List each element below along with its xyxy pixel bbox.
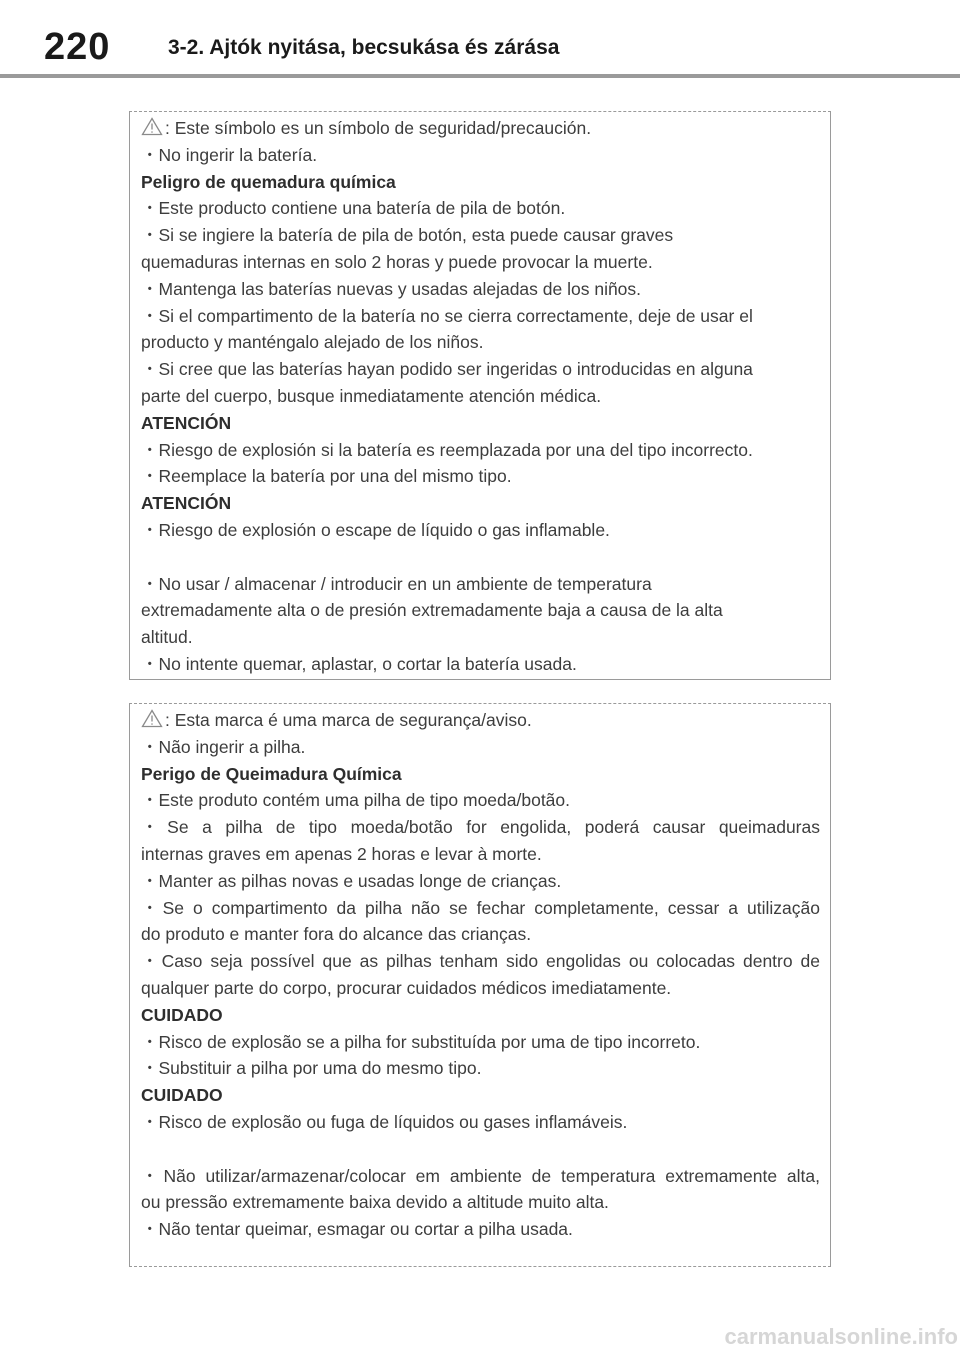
text-line: ・Manter as pilhas novas e usadas longe de crianças. [141, 870, 562, 891]
notice-box-portuguese [129, 703, 831, 1267]
blank-line [141, 1136, 820, 1163]
warning-triangle-icon [141, 709, 163, 728]
symbol-note [141, 707, 820, 734]
text-line: ・Si el compartimento de la batería no se cierra correctamente, deje de usar el [141, 305, 753, 326]
heading: Perigo de Queimadura Química [141, 763, 402, 784]
text-line: ・Mantenga las baterías nuevas y usadas alejadas de los niños. [141, 278, 642, 299]
text-line: ・Caso seja possível que as pilhas tenham sido engolidas ou colocadas dentro de [141, 951, 820, 972]
heading: CUIDADO [141, 1085, 223, 1106]
notice-box-spanish [129, 111, 831, 680]
text-line: producto y manténgalo alejado de los niños. [141, 332, 484, 353]
text-line: ・Este produto contém uma pilha de tipo moeda/botão. [141, 790, 571, 811]
text-line: ・Risco de explosão se a pilha for substituída por uma de tipo incorreto. [141, 1031, 701, 1052]
heading: Peligro de quemadura química [141, 171, 396, 192]
symbol-note-text: : Esta marca é uma marca de segurança/aviso. [165, 710, 532, 730]
text-line: ・Não ingerir a pilha. [141, 736, 306, 757]
text-line: ・Riesgo de explosión si la batería es reemplazada por una del tipo incorrecto. [141, 439, 753, 460]
text-line: internas graves em apenas 2 horas e levar à morte. [141, 843, 542, 864]
text-line: ・Este producto contiene una batería de pila de botón. [141, 198, 566, 219]
watermark: carmanualsonline.info [724, 1324, 958, 1349]
text-line: do produto e manter fora do alcance das crianças. [141, 924, 532, 945]
text-line: parte del cuerpo, busque inmediatamente atención médica. [141, 385, 602, 406]
page-header [0, 0, 960, 78]
text-line: altitud. [141, 627, 193, 648]
page-number: 220 [44, 26, 111, 68]
heading: ATENCIÓN [141, 412, 232, 433]
text-line: ・Riesgo de explosión o escape de líquido o gas inflamable. [141, 519, 610, 540]
text-line: quemaduras internas en solo 2 horas y puede provocar la muerte. [141, 251, 653, 272]
text-line: ・No intente quemar, aplastar, o cortar la batería usada. [141, 653, 577, 674]
text-line: qualquer parte do corpo, procurar cuidados médicos imediatamente. [141, 977, 672, 998]
text-line: ou pressão extremamente baixa devido a altitude muito alta. [141, 1192, 609, 1213]
text-line: ・Não tentar queimar, esmagar ou cortar a pilha usada. [141, 1219, 573, 1240]
text-line: ・Si cree que las baterías hayan podido ser ingeridas o introducidas en alguna [141, 359, 753, 380]
text-line: ・Se a pilha de tipo moeda/botão for engolida, poderá causar queimaduras [141, 817, 820, 838]
header-rule [0, 74, 960, 78]
heading: CUIDADO [141, 1004, 223, 1025]
warning-triangle-icon [141, 117, 163, 136]
blank-line [141, 544, 820, 571]
text-line: ・Substituir a pilha por uma do mesmo tipo. [141, 1058, 482, 1079]
text-line: ・Se o compartimento da pilha não se fechar completamente, cessar a utilização [141, 897, 820, 918]
heading: ATENCIÓN [141, 493, 232, 514]
text-line: ・Reemplace la batería por una del mismo tipo. [141, 466, 512, 487]
symbol-note-text: : Este símbolo es un símbolo de seguridad/precaución. [165, 118, 592, 138]
symbol-note [141, 115, 820, 142]
text-line: ・No ingerir la batería. [141, 144, 318, 165]
section-title: 3-2. Ajtók nyitása, becsukása és zárása [168, 36, 560, 59]
text-line: extremadamente alta o de presión extremadamente baja a causa de la alta [141, 600, 723, 621]
text-line: ・Si se ingiere la batería de pila de botón, esta puede causar graves [141, 225, 674, 246]
text-line: ・No usar / almacenar / introducir en un ambiente de temperatura [141, 573, 652, 594]
text-line: ・Não utilizar/armazenar/colocar em ambiente de temperatura extremamente alta, [141, 1165, 820, 1186]
text-line: ・Risco de explosão ou fuga de líquidos ou gases inflamáveis. [141, 1111, 628, 1132]
